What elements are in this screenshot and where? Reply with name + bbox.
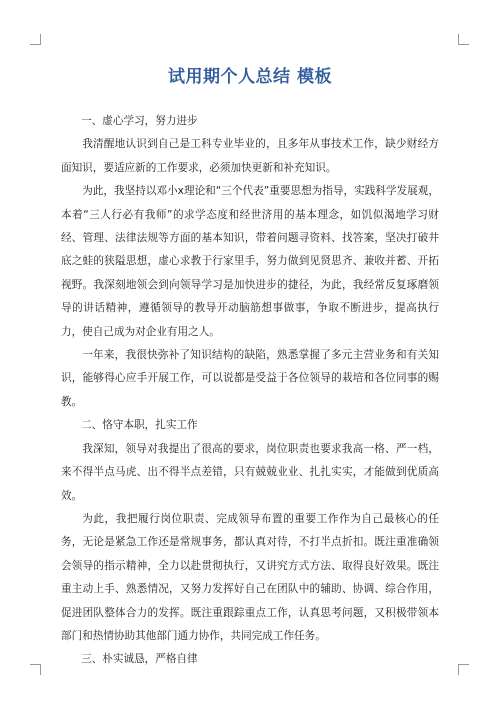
crop-mark-top-right	[458, 34, 469, 45]
crop-mark-top-left	[30, 34, 41, 45]
section-heading-3: 三、朴实诚恳，严格自律	[81, 653, 198, 666]
document-title: 试用期个人总结 模板	[168, 67, 332, 87]
body-paragraph: 为此，我坚持以邓小x理论和“三个代表”重要思想为指导，实践科学发展观，本着“三人行必有我师”的求学态度和经世济用的基本理念，如饥似渴地学习财经、管理、法律法规等方面的基本知识，带着问题寻资料、找答案，坚决打破井底之蛙的狭隘思想，虚心求教于行家里手，努力做到见贤思齐、兼收并蓄、开拓视野。我深刻地领会到向领导学习是加快进步的捷径，为此，我经常反复琢磨领导的讲话精神，遵循领导的教导开动脑筋想事做事，争取不断进步，提高执行力，使自己成为对企业有用之人。	[61, 185, 439, 338]
body-paragraph: 我深知，领导对我提出了很高的要求，岗位职责也要求我高一格、严一档，来不得半点马虎、出不得半点差错，只有兢兢业业、扎扎实实，才能做到优质高效。	[61, 442, 439, 502]
body-paragraph: 为此，我把履行岗位职责、完成领导布置的重要工作作为自己最核心的任务，无论是紧急工作还是常规事务，都认真对待，不打半点折扣。既注重准确领会领导的指示精神，全力以赴贯彻执行，又讲究方式方法、取得良好效果。既注重主动上手、熟悉情况，又努力发挥好自己在团队中的辅助、协调、综合作用，促进团队整体合力的发挥。既注重跟踪重点工作，认真思考问题，又积极带领本部门和热情协助其他部门通力协作，共同完成工作任务。	[61, 512, 439, 642]
document-body	[61, 110, 439, 672]
crop-mark-bottom-right	[458, 664, 469, 675]
crop-mark-bottom-left	[30, 664, 41, 675]
section-heading-1: 一、虚心学习，努力进步	[81, 115, 198, 127]
section-heading-2: 二、恪守本职，扎实工作	[81, 419, 198, 432]
body-paragraph: 一年来，我很快弥补了知识结构的缺陷，熟悉掌握了多元主营业务和有关知识，能够得心应手开展工作，可以说都是受益于各位领导的栽培和各位同事的赐教。	[61, 349, 439, 408]
body-paragraph: 我清醒地认识到自己是工科专业毕业的，且多年从事技术工作，缺少财经方面知识，要适应新的工作要求，必须加快更新和补充知识。	[61, 138, 439, 174]
